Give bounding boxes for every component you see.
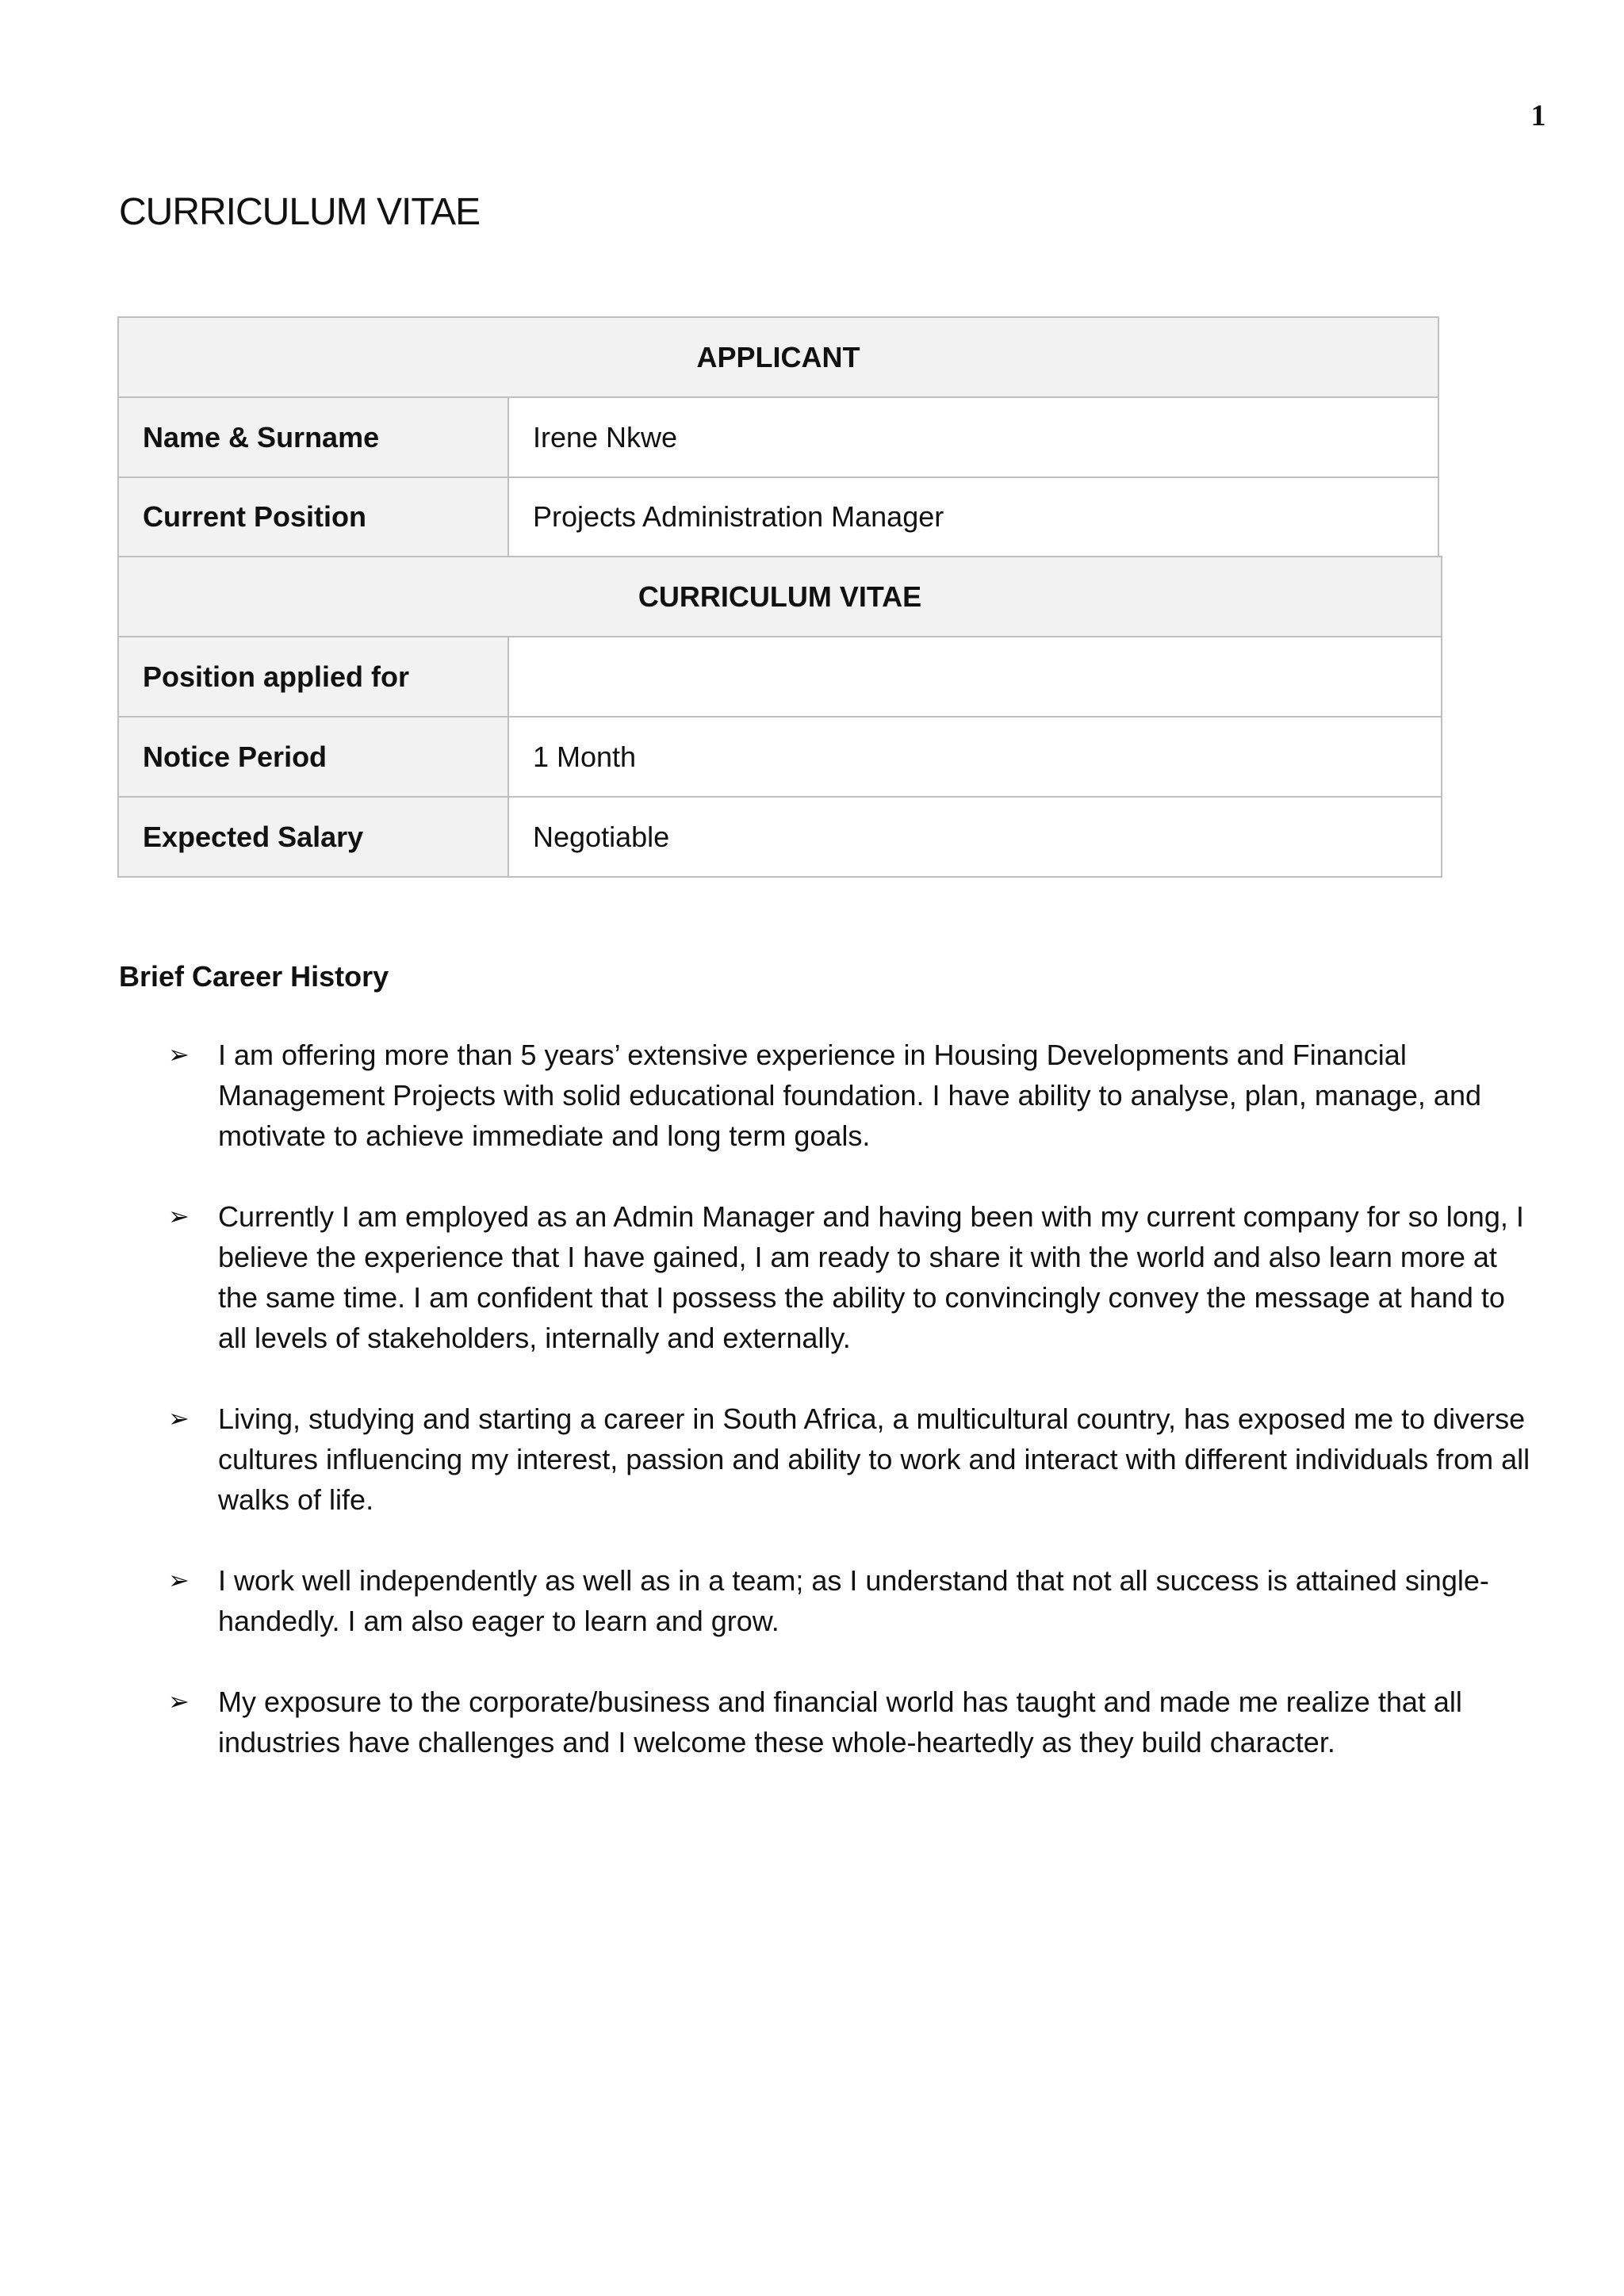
career-item-text: Currently I am employed as an Admin Manager and having been with my current company for so long, I believe the experience that I have gained, I am ready to share it with the world and also learn more at the same time. I am confident that I possess the ability to convincingly convey the message at hand to all levels of stakeholders, internally and externally. xyxy=(218,1200,1524,1354)
table-row xyxy=(118,637,1442,717)
arrowhead-bullet-icon: ➢ xyxy=(168,1686,190,1716)
career-item-text: My exposure to the corporate/business and financial world has taught and made me realize that all industries have challenges and I welcome these whole-heartedly as they build character. xyxy=(218,1686,1462,1758)
position-applied-label: Position applied for xyxy=(118,637,508,717)
expected-salary-value: Negotiable xyxy=(508,797,1442,877)
expected-salary-label: Expected Salary xyxy=(118,797,508,877)
career-item-text: Living, studying and starting a career in South Africa, a multicultural country, has exposed me to diverse cultures influencing my interest, passion and ability to work and interact with different individuals from all walks of life. xyxy=(218,1402,1530,1516)
list-item xyxy=(119,1196,1530,1358)
list-item xyxy=(119,1682,1530,1762)
table-row xyxy=(118,717,1442,797)
notice-period-label: Notice Period xyxy=(118,717,508,797)
arrowhead-bullet-icon: ➢ xyxy=(168,1565,190,1595)
name-surname-value: Irene Nkwe xyxy=(508,397,1438,477)
career-history-title: Brief Career History xyxy=(119,960,389,993)
table-row xyxy=(118,397,1438,477)
position-applied-value xyxy=(508,637,1442,717)
cv-header: CURRICULUM VITAE xyxy=(118,557,1442,637)
table-header-row xyxy=(118,317,1438,397)
table-row xyxy=(118,797,1442,877)
table-row xyxy=(118,477,1438,557)
list-item xyxy=(119,1035,1530,1156)
arrowhead-bullet-icon: ➢ xyxy=(168,1403,190,1433)
arrowhead-bullet-icon: ➢ xyxy=(168,1201,190,1231)
list-item xyxy=(119,1560,1530,1641)
applicant-table xyxy=(117,316,1439,557)
table-header-row xyxy=(118,557,1442,637)
arrowhead-bullet-icon: ➢ xyxy=(168,1039,190,1070)
career-item-text: I work well independently as well as in a team; as I understand that not all success is attained single-handedly. I am also eager to learn and grow. xyxy=(218,1564,1489,1637)
position-table xyxy=(117,556,1442,878)
career-item-text: I am offering more than 5 years’ extensive experience in Housing Developments and Financial Management Projects with solid educational foundation. I have ability to analyse, plan, manage, and motivate to achieve immediate and long term goals. xyxy=(218,1039,1481,1152)
notice-period-value: 1 Month xyxy=(508,717,1442,797)
current-position-label: Current Position xyxy=(118,477,508,557)
document-title: CURRICULUM VITAE xyxy=(119,191,481,233)
name-surname-label: Name & Surname xyxy=(118,397,508,477)
list-item xyxy=(119,1399,1530,1520)
career-history-list xyxy=(119,1035,1530,1803)
current-position-value: Projects Administration Manager xyxy=(508,477,1438,557)
page-number: 1 xyxy=(1530,99,1546,132)
applicant-header: APPLICANT xyxy=(118,317,1438,397)
